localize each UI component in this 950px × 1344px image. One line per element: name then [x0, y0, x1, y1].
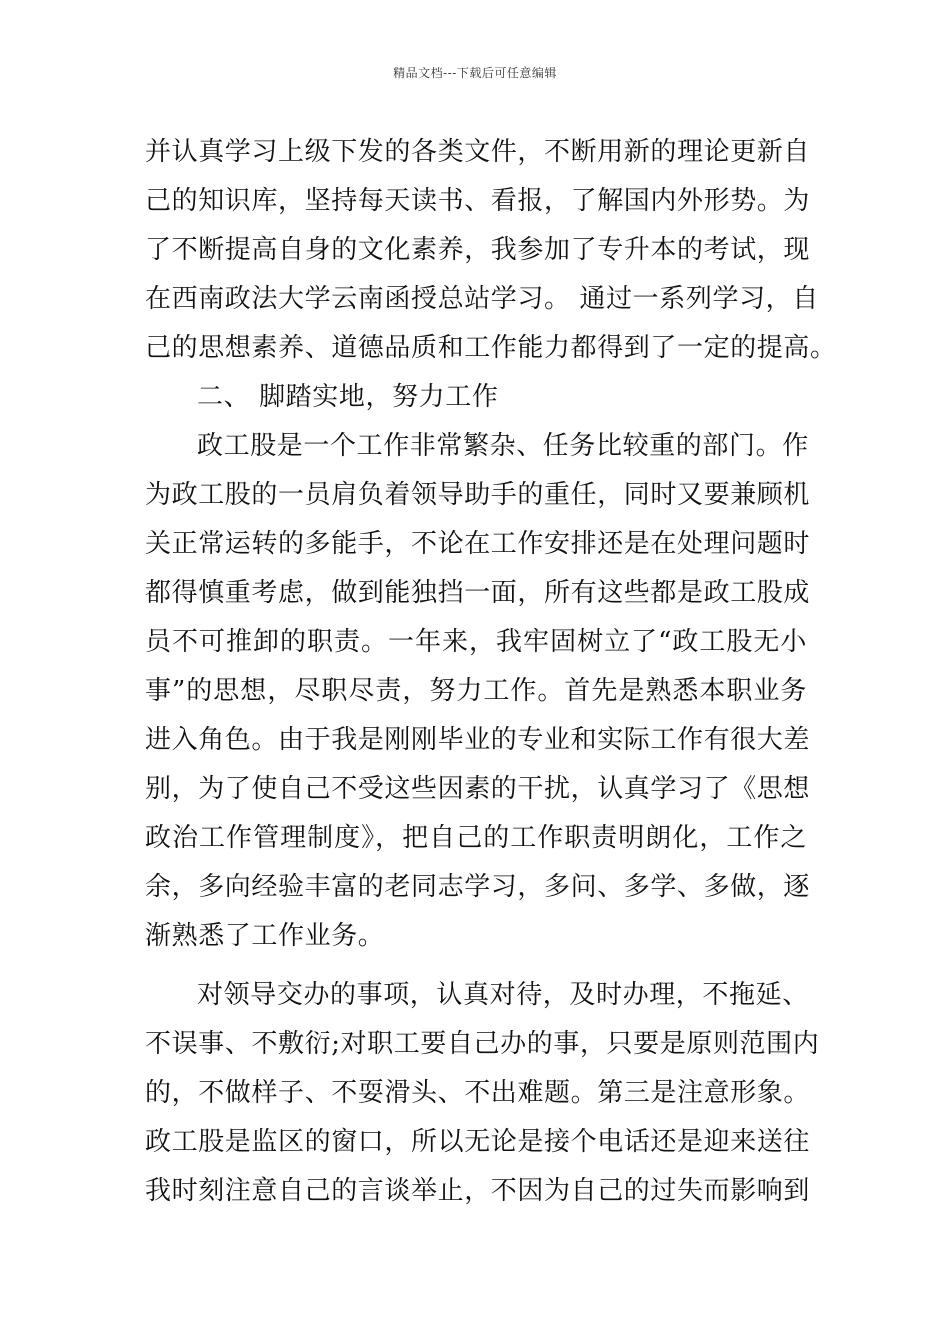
paragraph-line: 都得慎重考虑，做到能独挡一面，所有这些都是政工股成 [145, 578, 811, 608]
document-body [145, 128, 837, 1216]
paragraph-line: 并认真学习上级下发的各类文件，不断用新的理论更新自 [145, 137, 811, 167]
paragraph-line: 关正常运转的多能手，不论在工作安排还是在处理问题时 [145, 529, 811, 559]
paragraph-line: 进入角色。由于我是刚刚毕业的专业和实际工作有很大差 [145, 725, 811, 755]
paragraph-line: 政工股是一个工作非常繁杂、任务比较重的部门。作 [197, 431, 809, 461]
paragraph-line: 员不可推卸的职责。一年来，我牢固树立了“政工股无小 [145, 627, 807, 657]
page-header: 精品文档---下载后可任意编辑 [393, 66, 557, 80]
paragraph-line: 对领导交办的事项，认真对待，及时办理，不拖延、 [197, 980, 809, 1010]
paragraph-line: 别，为了使自己不受这些因素的干扰，认真学习了《思想 [145, 774, 811, 804]
paragraph-line: 我时刻注意自己的言谈举止，不因为自己的过失而影响到 [145, 1176, 811, 1206]
paragraph-line: 不误事、不敷衍;对职工要自己办的事，只要是原则范围内 [145, 1029, 820, 1059]
paragraph-line: 己的思想素养、道德品质和工作能力都得到了一定的提高。 [145, 333, 837, 363]
paragraph-line: 为政工股的一员肩负着领导助手的重任，同时又要兼顾机 [145, 480, 811, 510]
paragraph-gap [145, 961, 807, 971]
paragraph-line: 渐熟悉了工作业务。 [145, 921, 385, 951]
paragraph-line: 政治工作管理制度》，把自己的工作职责明朗化，工作之 [145, 823, 807, 853]
paragraph-line: 在西南政法大学云南函授总站学习。 通过一系列学习，自 [145, 284, 819, 314]
paragraph-line: 事”的思想，尽职尽责，努力工作。首先是熟悉本职业务 [145, 676, 807, 706]
paragraph-line: 政工股是监区的窗口，所以无论是接个电话还是迎来送往 [145, 1127, 811, 1157]
paragraph-line: 余，多向经验丰富的老同志学习，多问、多学、多做，逐 [145, 872, 811, 902]
paragraph-line: 己的知识库，坚持每天读书、看报，了解国内外形势。为 [145, 186, 811, 216]
paragraph-line: 的，不做样子、不耍滑头、不出难题。第三是注意形象。 [145, 1078, 811, 1108]
paragraph-line: 了不断提高自身的文化素养，我参加了专升本的考试，现 [145, 235, 811, 265]
section-heading: 二、 脚踏实地，努力工作 [197, 382, 499, 412]
